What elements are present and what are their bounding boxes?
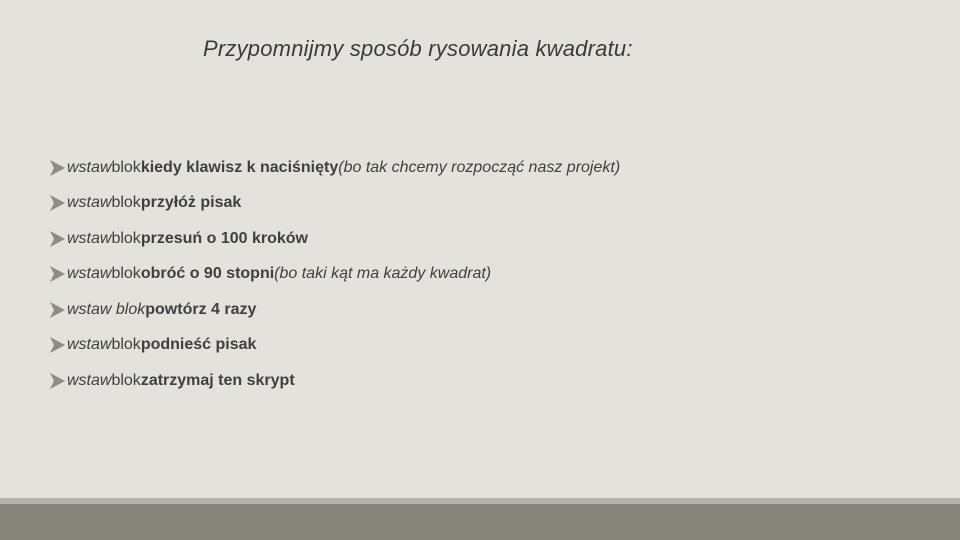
bullet-action-text: powtórz 4 razy bbox=[145, 300, 257, 318]
bullet-plain-text: blok bbox=[111, 265, 141, 283]
footer-bar bbox=[0, 504, 960, 540]
bullet-lead-text: wstaw bbox=[67, 336, 112, 354]
list-item bbox=[49, 150, 620, 186]
bullet-plain-text: blok bbox=[111, 194, 141, 212]
arrowhead-bullet-icon bbox=[49, 159, 66, 177]
list-item bbox=[49, 328, 620, 364]
arrowhead-bullet-icon bbox=[49, 372, 66, 390]
list-item bbox=[49, 292, 620, 328]
bullet-lead-text: wstaw blok bbox=[67, 300, 146, 318]
arrowhead-bullet-icon bbox=[49, 336, 66, 354]
bullet-action-text: zatrzymaj ten skrypt bbox=[140, 371, 295, 389]
bullet-list bbox=[49, 150, 620, 399]
arrowhead-bullet-icon bbox=[49, 301, 66, 319]
bullet-plain-text: blok bbox=[111, 229, 141, 247]
bullet-note-text: (bo taki kąt ma każdy kwadrat) bbox=[274, 265, 492, 283]
arrowhead-bullet-icon bbox=[49, 194, 66, 212]
bullet-action-text: przyłóż pisak bbox=[140, 194, 242, 212]
bullet-lead-text: wstaw bbox=[67, 158, 112, 176]
bullet-lead-text: wstaw bbox=[67, 194, 112, 212]
arrowhead-bullet-icon bbox=[49, 265, 66, 283]
bullet-plain-text: blok bbox=[111, 158, 141, 176]
bullet-action-text: kiedy klawisz k naciśnięty bbox=[140, 158, 339, 176]
bullet-plain-text: blok bbox=[111, 336, 141, 354]
slide-title: Przypomnijmy sposób rysowania kwadratu: bbox=[203, 36, 633, 61]
bullet-lead-text: wstaw bbox=[67, 229, 112, 247]
bullet-action-text: podnieść pisak bbox=[140, 336, 257, 354]
bullet-note-text: (bo tak chcemy rozpocząć nasz projekt) bbox=[338, 158, 621, 176]
bullet-action-text: przesuń o 100 kroków bbox=[140, 229, 308, 247]
bullet-plain-text: blok bbox=[111, 371, 141, 389]
bullet-lead-text: wstaw bbox=[67, 371, 112, 389]
list-item bbox=[49, 186, 620, 222]
list-item bbox=[49, 363, 620, 399]
bullet-action-text: obróć o 90 stopni bbox=[140, 265, 275, 283]
arrowhead-bullet-icon bbox=[49, 230, 66, 248]
list-item bbox=[49, 257, 620, 293]
bullet-lead-text: wstaw bbox=[67, 265, 112, 283]
list-item bbox=[49, 221, 620, 257]
